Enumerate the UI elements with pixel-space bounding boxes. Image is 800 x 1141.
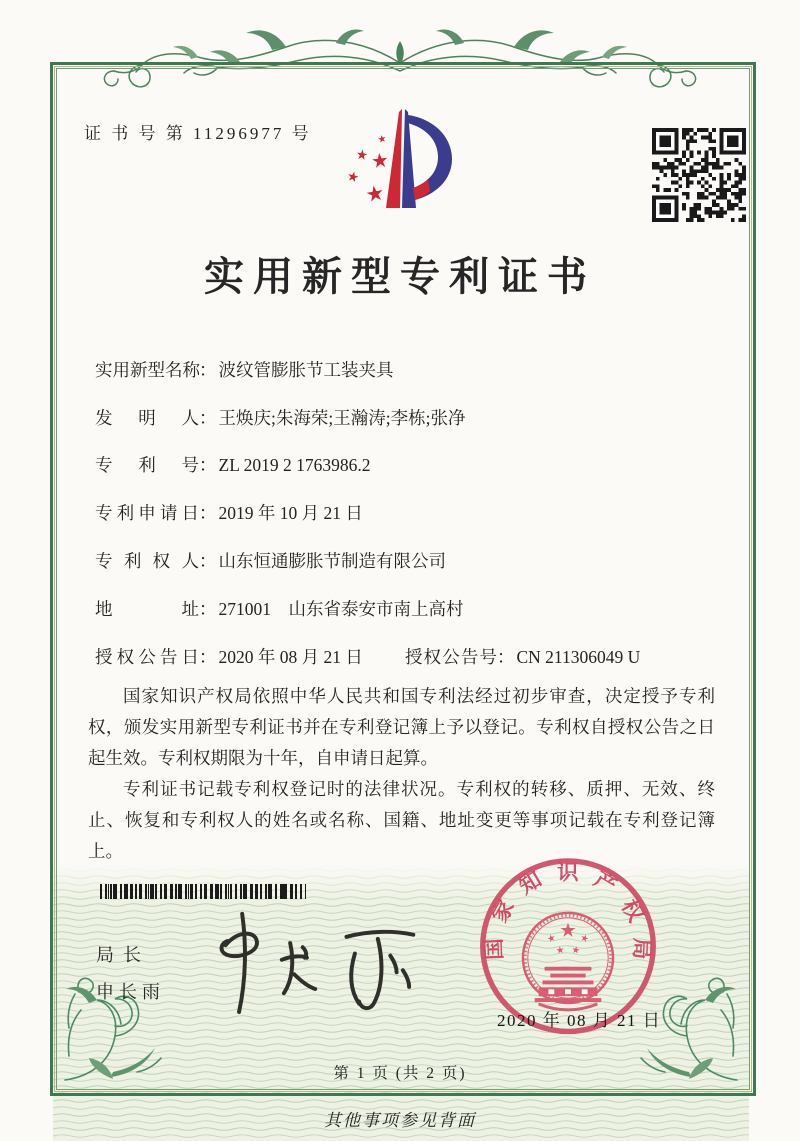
field-label: 发明人 (95, 408, 199, 428)
field-row-filing-date (95, 500, 363, 525)
field-value: 2020 年 08 月 21 日 (218, 647, 363, 667)
field-colon: ： (199, 647, 217, 667)
seal-text: 国家知识产权局 (481, 860, 654, 961)
field-row-grant (95, 644, 641, 669)
field-value: ZL 2019 2 1763986.2 (218, 455, 371, 475)
certificate-number: 证 书 号 第 11296977 号 (84, 124, 312, 143)
field-value: 波纹管膨胀节工装夹具 (218, 360, 394, 380)
director-signature (190, 906, 430, 1024)
director-title-label: 局长 (96, 945, 150, 965)
field-value: 王焕庆;朱海荣;王瀚涛;李栋;张净 (218, 408, 466, 428)
field-value: 271001 山东省泰安市南上高村 (218, 599, 464, 619)
field-value: 2019 年 10 月 21 日 (218, 503, 363, 523)
field-colon: ： (199, 408, 217, 428)
national-emblem (523, 913, 613, 1010)
field-label: 地址 (95, 599, 199, 619)
field-colon: ： (199, 503, 217, 523)
director-name: 申长雨 (96, 982, 165, 1002)
cnipa-logo (330, 105, 470, 229)
field-colon: ： (199, 360, 217, 380)
svg-text:国家知识产权局 (482, 861, 654, 961)
seal-date: 2020 年 08 月 21 日 (497, 1011, 662, 1030)
legal-paragraph-1: 国家知识产权局依照中华人民共和国专利法经过初步审查，决定授予专利权，颁发实用新型专利证书并在专利登记簿上予以登记。专利权自授权公告之日起生效。专利权期限为十年，自申请日起算。 (88, 686, 715, 768)
field-colon: ： (199, 551, 217, 571)
field-label: 专利权人 (95, 551, 199, 571)
field-group-grant-no (405, 644, 640, 669)
field-row-patent-no (95, 452, 370, 477)
field-label: 授权公告号 (405, 647, 497, 667)
field-label: 专利号 (95, 455, 199, 475)
field-colon: ： (199, 455, 217, 475)
field-value: CN 211306049 U (516, 647, 641, 667)
field-label: 授权公告日 (95, 647, 199, 667)
qr-code (652, 128, 746, 222)
field-colon: ： (497, 647, 515, 667)
field-row-patentee (95, 548, 446, 573)
barcode (100, 884, 306, 899)
legal-text (88, 681, 715, 867)
top-flourish-ornament (90, 22, 710, 88)
certificate-title: 实用新型专利证书 (204, 254, 596, 299)
field-row-name (95, 357, 394, 382)
field-label: 专利申请日 (95, 503, 199, 523)
field-colon: ： (199, 599, 217, 619)
field-label: 实用新型名称 (95, 360, 200, 380)
field-row-address (95, 596, 464, 621)
field-value: 山东恒通膨胀节制造有限公司 (218, 551, 446, 571)
back-side-note: 其他事项参见背面 (324, 1111, 476, 1130)
legal-paragraph-2: 专利证书记载专利权登记时的法律状况。专利权的转移、质押、无效、终止、恢复和专利权人的姓名或名称、国籍、地址变更等事项记载在专利登记簿上。 (88, 779, 715, 861)
field-row-inventors (95, 405, 465, 430)
page-number: 第 1 页 (共 2 页) (333, 1065, 467, 1082)
